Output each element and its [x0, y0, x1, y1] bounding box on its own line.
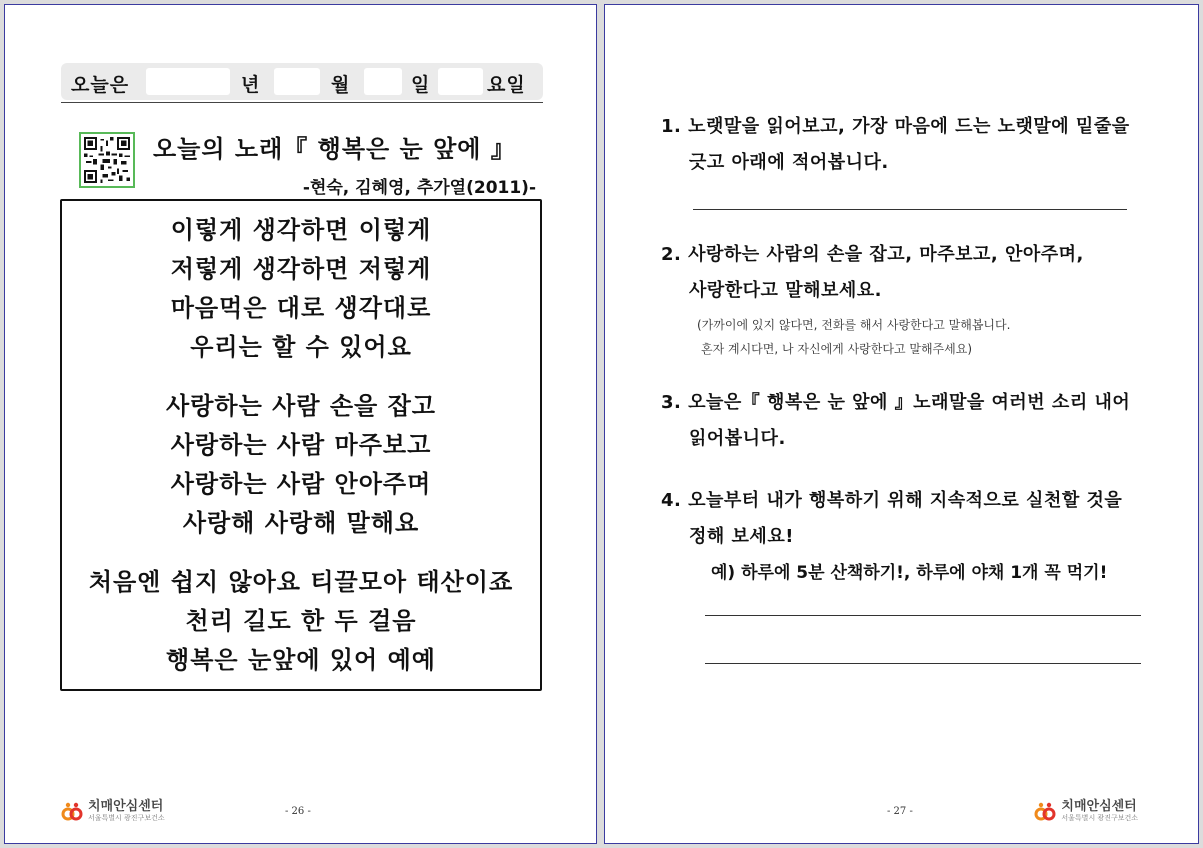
worksheet-page-right: [604, 4, 1199, 844]
stanza-1: [62, 211, 540, 367]
lyric-line: 사랑하는 사람 안아주며: [170, 470, 432, 498]
question-2-line-2: 사랑한다고 말해보세요.: [689, 280, 882, 301]
answer-line-2[interactable]: [705, 615, 1141, 616]
question-4-example: 예) 하루에 5분 산책하기!, 하루에 야채 1개 꼭 먹기!: [711, 563, 1108, 583]
date-month-label: 월: [331, 74, 351, 96]
lyric-line: 이렇게 생각하면 이렇게: [170, 216, 432, 244]
question-2-note-1: (가까이에 있지 않다면, 전화를 해서 사랑한다고 말해봅니다.: [697, 318, 1011, 332]
date-day-blank: [364, 68, 402, 95]
question-2-note-2: 혼자 계시다면, 나 자신에게 사랑한다고 말해주세요): [701, 342, 973, 356]
question-4-line-2: 정해 보세요!: [689, 526, 794, 547]
lyric-line: 우리는 할 수 있어요: [190, 333, 412, 361]
date-month-blank: [274, 68, 320, 95]
lyric-line: 저렇게 생각하면 저렇게: [170, 255, 432, 283]
question-1-line-1: 1. 노랫말을 읽어보고, 가장 마음에 드는 노랫말에 밑줄을: [661, 116, 1130, 137]
page-number: - 26 -: [285, 806, 311, 817]
page-number: - 27 -: [887, 806, 913, 817]
lyric-line: 사랑해 사랑해 말해요: [182, 509, 420, 537]
date-bar: [61, 63, 543, 100]
question-4-line-1: 4. 오늘부터 내가 행복하기 위해 지속적으로 실천할 것을: [661, 490, 1123, 511]
question-3-line-2: 읽어봅니다.: [689, 428, 786, 449]
question-3: [661, 385, 1151, 457]
worksheet-page-left: [4, 4, 597, 844]
question-4: [661, 483, 1151, 591]
lyric-line: 사랑하는 사람 마주보고: [170, 431, 432, 459]
answer-line-1[interactable]: [693, 209, 1127, 210]
answer-line-3[interactable]: [705, 663, 1141, 664]
question-1: [661, 109, 1151, 181]
lyric-line: 행복은 눈앞에 있어 예예: [166, 646, 436, 674]
stanza-2: [62, 387, 540, 543]
lyric-line: 천리 길도 한 두 걸음: [185, 607, 417, 635]
stanza-3: [62, 563, 540, 680]
center-logo-icon: [1034, 801, 1056, 823]
lyrics-box: [60, 199, 542, 691]
question-3-line-1: 3. 오늘은『 행복은 눈 앞에 』노래말을 여러번 소리 내어: [661, 392, 1131, 413]
center-logo-sub: 서울특별시 광진구보건소: [1061, 814, 1138, 822]
center-logo-icon: [61, 801, 83, 823]
date-year-blank: [146, 68, 230, 95]
date-weekday-blank: [438, 68, 483, 95]
lyric-line: 처음엔 쉽지 않아요 티끌모아 태산이죠: [88, 568, 514, 596]
lyric-line: 마음먹은 대로 생각대로: [170, 294, 432, 322]
qr-code-icon[interactable]: [79, 132, 135, 188]
center-logo-name: 치매안심센터: [88, 799, 164, 814]
center-logo-name: 치매안심센터: [1061, 799, 1137, 814]
date-today-label: 오늘은: [71, 74, 130, 96]
date-day-label: 일: [411, 74, 431, 96]
song-title: 오늘의 노래『 행복은 눈 앞에 』: [153, 135, 516, 163]
lyric-line: 사랑하는 사람 손을 잡고: [166, 392, 436, 420]
date-year-label: 년: [241, 74, 261, 96]
song-credit: -현숙, 김혜영, 추가열(2011)-: [302, 178, 536, 198]
question-1-line-2: 긋고 아래에 적어봅니다.: [689, 152, 889, 173]
center-logo: [1034, 800, 1138, 823]
question-2: [661, 237, 1151, 361]
question-2-line-1: 2. 사랑하는 사람의 손을 잡고, 마주보고, 안아주며,: [661, 244, 1084, 265]
date-weekday-label: 요일: [487, 74, 526, 96]
center-logo-sub: 서울특별시 광진구보건소: [88, 814, 165, 822]
date-underline: [61, 102, 543, 103]
center-logo: [61, 800, 165, 823]
